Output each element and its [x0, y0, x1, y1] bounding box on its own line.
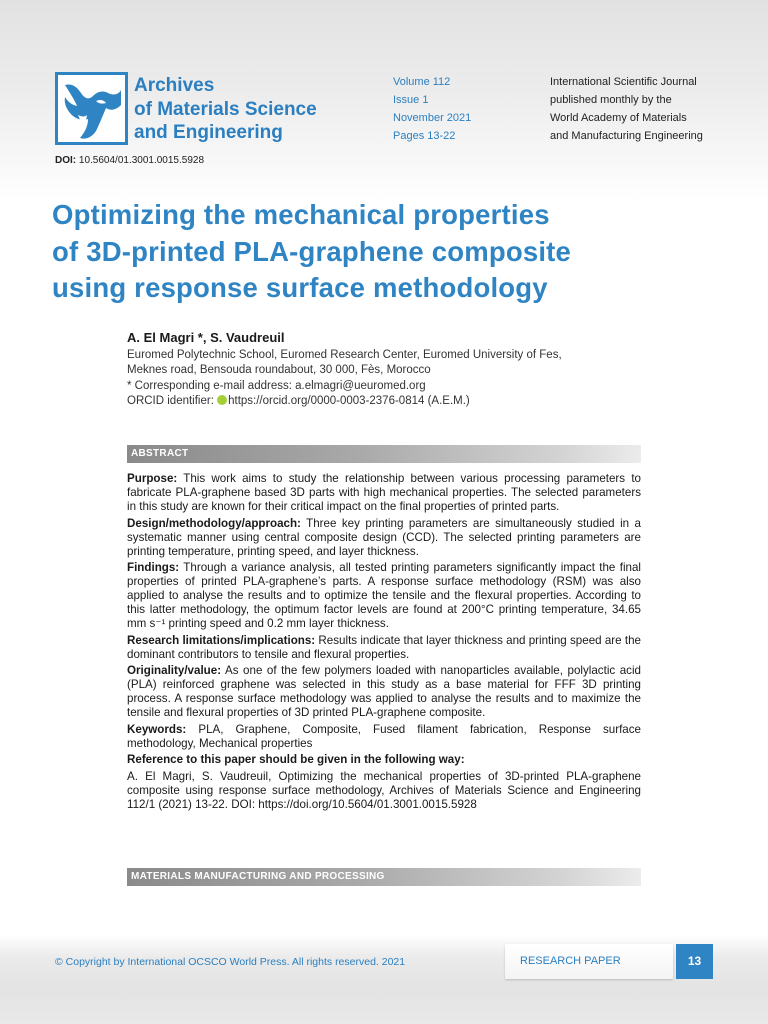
abstract-paragraph	[127, 561, 641, 631]
publisher-line: published monthly by the	[550, 94, 672, 106]
journal-title-line: of Materials Science	[134, 98, 317, 120]
orcid-line	[127, 394, 647, 410]
author-names: A. El Magri *, S. Vaudreuil	[127, 330, 285, 345]
paragraph-text: Three key printing parameters are simultaneously studied in a systematic manner using central composite design (CCD). The selected printing parameters are printing temperature, printing speed, and layer thickness.	[127, 516, 641, 558]
publisher-line: International Scientific Journal	[550, 76, 697, 88]
paragraph-label: Purpose:	[127, 472, 178, 485]
paragraph-text: Through a variance analysis, all tested printing parameters significantly impact the final properties of printed PLA-graphene’s parts. A response surface methodology (RSM) was also applied to analyse the results and to optimize the tensile and the flexural properties. According to this latter methodology, the optimum factor levels are found at 200°C printing temperature, 34.65 mm s⁻¹ printing speed and 0.2 mm layer thickness.	[127, 561, 641, 630]
reference-heading: Reference to this paper should be given in the following way:	[127, 753, 465, 766]
abstract-heading-bar	[127, 445, 641, 463]
journal-title-line: and Engineering	[134, 122, 283, 143]
abstract-paragraph	[127, 634, 641, 662]
title-line: of 3D-printed PLA-graphene composite	[52, 235, 572, 267]
paper-title	[52, 197, 732, 307]
title-line: using response surface methodology	[52, 272, 548, 303]
abstract-paragraph	[127, 472, 641, 514]
corresponding-email: * Corresponding e-mail address: a.elmagri@ueuromed.org	[127, 379, 426, 392]
affiliation-line: Euromed Polytechnic School, Euromed Research Center, Euromed University of Fes,	[127, 348, 562, 361]
issue-info	[393, 73, 471, 145]
issue-text: Issue 1	[393, 94, 429, 106]
journal-title	[134, 74, 317, 145]
abstract-heading: ABSTRACT	[131, 448, 189, 459]
copyright-text: © Copyright by International OCSCO World Press. All rights reserved. 2021	[55, 956, 406, 968]
journal-logo	[55, 72, 128, 145]
orcid-icon	[217, 395, 227, 405]
paper-type-tab: RESEARCH PAPER	[505, 944, 673, 979]
paragraph-text: As one of the few polymers loaded with nanoparticles available, polylactic acid (PLA) reinforced graphene was selected in this study as a base material for FFF 3D printing process. A response surface methodology was applied to analyse the results and to maximize the tensile and flexural properties of 3D printed PLA-graphene composite.	[127, 664, 641, 719]
paragraph-label: Keywords:	[127, 722, 187, 736]
paragraph-text: This work aims to study the relationship between various processing parameters to fabricate PLA-graphene based 3D parts with high mechanical properties. The selected parameters in this study are known for their critical impact on the final properties of printed parts.	[127, 472, 641, 513]
reference-heading-paragraph	[127, 753, 641, 767]
pages-text: Pages 13-22	[393, 130, 456, 142]
volume-text: Volume 112	[393, 76, 451, 88]
orcid-label: ORCID identifier:	[127, 395, 218, 407]
orcid-link[interactable]: https://orcid.org/0000-0003-2376-0814 (A.E.M.)	[228, 395, 470, 407]
abstract-paragraph	[127, 664, 641, 720]
paragraph-label: Research limitations/implications:	[127, 633, 316, 647]
publisher-info	[550, 73, 703, 145]
paragraph-label: Originality/value:	[127, 664, 222, 677]
authors-block	[127, 330, 647, 410]
abstract-body	[127, 472, 641, 814]
date-text: November 2021	[393, 112, 472, 124]
doi-label: DOI:	[55, 155, 77, 166]
paragraph-label: Design/methodology/approach:	[127, 516, 301, 530]
paragraph-label: Findings:	[127, 561, 180, 574]
abstract-paragraph	[127, 517, 641, 559]
section-heading: MATERIALS MANUFACTURING AND PROCESSING	[131, 871, 385, 882]
affiliation-line: Meknes road, Bensouda roundabout, 30 000, Fès, Morocco	[127, 364, 431, 376]
doi-value[interactable]: 10.5604/01.3001.0015.5928	[78, 155, 205, 166]
doi-line	[55, 155, 204, 166]
title-line: Optimizing the mechanical properties	[52, 199, 550, 230]
page-number: 13	[676, 944, 713, 979]
paragraph-text: PLA, Graphene, Composite, Fused filament fabrication, Response surface methodology, Mechanical properties	[127, 722, 641, 750]
journal-logo-icon	[58, 75, 125, 142]
section-heading-bar	[127, 868, 641, 886]
publisher-line: and Manufacturing Engineering	[550, 130, 703, 142]
journal-title-line: Archives	[134, 75, 215, 96]
publisher-line: World Academy of Materials	[550, 112, 687, 124]
reference-text: A. El Magri, S. Vaudreuil, Optimizing the mechanical properties of 3D-printed PLA-graphene composite using response surface methodology, Archives of Materials Science and Engineering 112/1 (2021) 13-22. DOI: https://doi.org/10.5604/01.3001.0015.5928	[127, 769, 641, 811]
keywords-paragraph	[127, 723, 641, 751]
paragraph-text: Results indicate that layer thickness and printing speed are the dominant contributors to tensile and flexural properties.	[127, 633, 641, 661]
